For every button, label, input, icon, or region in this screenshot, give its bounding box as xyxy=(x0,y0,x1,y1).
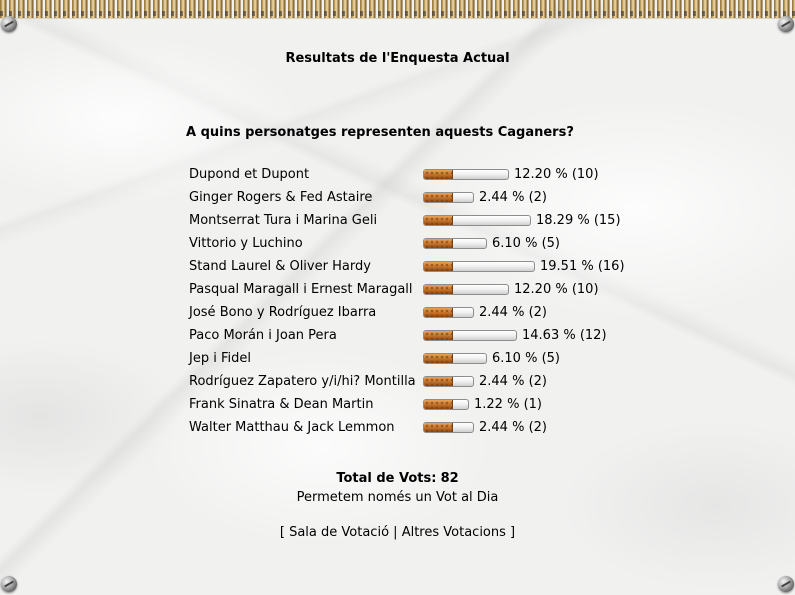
poll-result-row xyxy=(189,278,689,301)
link-separator: | xyxy=(393,525,398,540)
poll-option-label: Frank Sinatra & Dean Martin xyxy=(189,397,374,412)
cigarette-bar-icon xyxy=(423,169,509,180)
cigarette-filter xyxy=(424,400,453,409)
poll-option-label: Rodríguez Zapatero y/i/hi? Montilla xyxy=(189,374,416,389)
poll-option-percent: 6.10 % (5) xyxy=(492,351,560,366)
poll-result-row xyxy=(189,416,689,439)
bracket-close: ] xyxy=(510,525,516,540)
cigarette-filter xyxy=(424,170,453,179)
cigarette-filter xyxy=(424,354,453,363)
poll-option-label: Jep i Fidel xyxy=(189,351,251,366)
vote-limit-note: Permetem només un Vot al Dia xyxy=(296,490,499,505)
poll-result-row xyxy=(189,347,689,370)
poll-option-percent: 18.29 % (15) xyxy=(536,213,621,228)
poll-option-label: Stand Laurel & Oliver Hardy xyxy=(189,259,371,274)
cigarette-filter xyxy=(424,285,453,294)
poll-option-percent: 12.20 % (10) xyxy=(514,167,599,182)
poll-result-row xyxy=(189,370,689,393)
poll-option-percent: 19.51 % (16) xyxy=(540,259,625,274)
screw-rivet-icon xyxy=(778,16,794,32)
page-title: Resultats de l'Enquesta Actual xyxy=(285,51,510,66)
poll-option-label: Pasqual Maragall i Ernest Maragall xyxy=(189,282,413,297)
screw-rivet-icon xyxy=(1,576,17,592)
poll-option-percent: 2.44 % (2) xyxy=(479,420,547,435)
poll-option-label: Walter Matthau & Jack Lemmon xyxy=(189,420,395,435)
screw-rivet-icon xyxy=(778,576,794,592)
poll-option-label: Paco Morán i Joan Pera xyxy=(189,328,337,343)
cigarette-bar-icon xyxy=(423,307,474,318)
footer-links xyxy=(0,525,795,540)
poll-option-percent: 1.22 % (1) xyxy=(474,397,542,412)
poll-question: A quins personatges representen aquests Caganers? xyxy=(186,125,574,140)
cigarette-filter xyxy=(424,423,453,432)
poll-result-row xyxy=(189,232,689,255)
cigarette-bar-icon xyxy=(423,192,474,203)
other-polls-link[interactable]: Altres Votacions xyxy=(401,525,506,540)
cigarette-bar-icon xyxy=(423,422,474,433)
bracket-open: [ xyxy=(279,525,285,540)
poll-result-row xyxy=(189,186,689,209)
cigarette-bar-icon xyxy=(423,353,487,364)
poll-option-label: Montserrat Tura i Marina Geli xyxy=(189,213,378,228)
cigarette-filter xyxy=(424,308,453,317)
poll-result-row xyxy=(189,301,689,324)
total-votes-value: 82 xyxy=(440,471,459,486)
poll-result-row xyxy=(189,209,689,232)
poll-option-percent: 12.20 % (10) xyxy=(514,282,599,297)
poll-result-row xyxy=(189,393,689,416)
total-votes xyxy=(0,471,795,486)
cigarette-bar-icon xyxy=(423,215,531,226)
poll-option-percent: 6.10 % (5) xyxy=(492,236,560,251)
cigarette-filter xyxy=(424,239,453,248)
poll-option-label: Dupond et Dupont xyxy=(189,167,310,182)
cigarette-bar-icon xyxy=(423,261,535,272)
poll-option-percent: 14.63 % (12) xyxy=(522,328,607,343)
poll-option-percent: 2.44 % (2) xyxy=(479,190,547,205)
cigarette-bar-icon xyxy=(423,399,469,410)
cigarette-filter xyxy=(424,193,453,202)
cigarette-filter xyxy=(424,331,453,340)
voting-room-link[interactable]: Sala de Votació xyxy=(289,525,390,540)
cigarette-filter xyxy=(424,262,453,271)
cigarette-bar-icon xyxy=(423,238,487,249)
cigarette-bar-icon xyxy=(423,330,517,341)
poll-option-percent: 2.44 % (2) xyxy=(479,305,547,320)
poll-result-row xyxy=(189,324,689,347)
poll-option-label: José Bono y Rodríguez Ibarra xyxy=(189,305,377,320)
total-votes-label: Total de Vots: xyxy=(336,471,437,486)
cigarette-bar-icon xyxy=(423,376,474,387)
poll-results xyxy=(189,163,689,439)
screw-rivet-icon xyxy=(1,16,17,32)
poll-result-row xyxy=(189,255,689,278)
cigarette-filter xyxy=(424,377,453,386)
cigarette-filter xyxy=(424,216,453,225)
poll-result-row xyxy=(189,163,689,186)
poll-option-label: Ginger Rogers & Fed Astaire xyxy=(189,190,373,205)
poll-option-percent: 2.44 % (2) xyxy=(479,374,547,389)
poll-option-label: Vittorio y Luchino xyxy=(189,236,303,251)
spiral-binding xyxy=(0,0,795,19)
cigarette-bar-icon xyxy=(423,284,509,295)
